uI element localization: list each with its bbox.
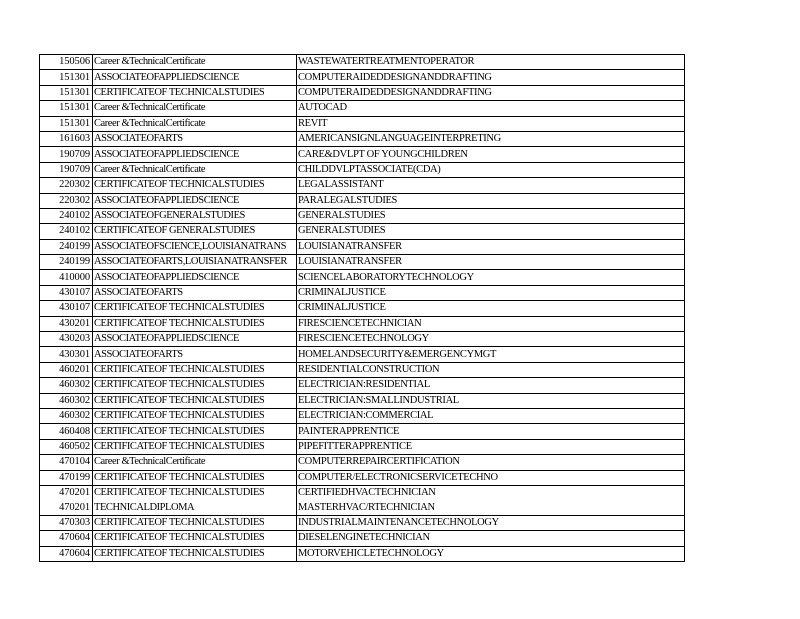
program-name-cell: ELECTRICIAN:SMALLINDUSTRIAL: [297, 393, 685, 408]
table-row: [40, 470, 685, 485]
program-name-cell: SCIENCELABORATORYTECHNOLOGY: [297, 270, 685, 285]
award-type-cell: ASSOCIATEOFAPPLIEDSCIENCE: [93, 332, 297, 347]
award-type-cell: CERTIFICATEOF TECHNICALSTUDIES: [93, 485, 297, 500]
cip-code-cell: 151301: [40, 85, 93, 100]
table-row: [40, 332, 685, 347]
award-type-cell: ASSOCIATEOFAPPLIEDSCIENCE: [93, 147, 297, 162]
program-name-cell: CARE&DVLPT OF YOUNGCHILDREN: [297, 147, 685, 162]
cip-code-cell: 430201: [40, 316, 93, 331]
table-row: [40, 362, 685, 377]
award-type-cell: Career &TechnicalCertificate: [93, 101, 297, 116]
table-row: [40, 408, 685, 423]
table-row: [40, 85, 685, 100]
cip-code-cell: 470303: [40, 515, 93, 530]
cip-code-cell: 240199: [40, 255, 93, 270]
table-row: [40, 285, 685, 300]
cip-code-cell: 430107: [40, 285, 93, 300]
award-type-cell: ASSOCIATEOFAPPLIEDSCIENCE: [93, 270, 297, 285]
cip-code-cell: 470104: [40, 455, 93, 470]
cip-code-cell: 470604: [40, 546, 93, 561]
program-table: [39, 54, 685, 562]
cip-code-cell: 430301: [40, 347, 93, 362]
cip-code-cell: 460502: [40, 439, 93, 454]
award-type-cell: CERTIFICATEOF TECHNICALSTUDIES: [93, 362, 297, 377]
award-type-cell: Career &TechnicalCertificate: [93, 162, 297, 177]
award-type-cell: ASSOCIATEOFARTS: [93, 131, 297, 146]
award-type-cell: CERTIFICATEOF TECHNICALSTUDIES: [93, 515, 297, 530]
cip-code-cell: 470604: [40, 531, 93, 546]
program-name-cell: COMPUTERAIDEDDESIGNANDDRAFTING: [297, 85, 685, 100]
award-type-cell: CERTIFICATEOF TECHNICALSTUDIES: [93, 408, 297, 423]
table-row: [40, 239, 685, 254]
cip-code-cell: 190709: [40, 162, 93, 177]
table-row: [40, 55, 685, 70]
award-type-cell: CERTIFICATEOF TECHNICALSTUDIES: [93, 424, 297, 439]
award-type-cell: CERTIFICATEOF TECHNICALSTUDIES: [93, 378, 297, 393]
award-type-cell: ASSOCIATEOFARTS: [93, 285, 297, 300]
table-row: [40, 270, 685, 285]
cip-code-cell: 470201: [40, 485, 93, 500]
table-row: [40, 131, 685, 146]
table-row: [40, 424, 685, 439]
program-name-cell: DIESELENGINETECHNICIAN: [297, 531, 685, 546]
program-name-cell: COMPUTER/ELECTRONICSERVICETECHNO: [297, 470, 685, 485]
table-row: [40, 515, 685, 530]
table-row: [40, 393, 685, 408]
table-row: [40, 439, 685, 454]
award-type-cell: CERTIFICATEOF GENERALSTUDIES: [93, 224, 297, 239]
award-type-cell: CERTIFICATEOF TECHNICALSTUDIES: [93, 439, 297, 454]
award-type-cell: CERTIFICATEOF TECHNICALSTUDIES: [93, 301, 297, 316]
cip-code-cell: 460201: [40, 362, 93, 377]
cip-code-cell: 240102: [40, 208, 93, 223]
program-name-cell: COMPUTERREPAIRCERTIFICATION: [297, 455, 685, 470]
award-type-cell: TECHNICALDIPLOMA: [93, 500, 297, 515]
program-name-cell: MASTERHVAC/RTECHNICIAN: [297, 500, 685, 515]
cip-code-cell: 410000: [40, 270, 93, 285]
table-row: [40, 178, 685, 193]
table-row: [40, 531, 685, 546]
table-row: [40, 546, 685, 561]
program-table-body: [40, 55, 685, 562]
program-name-cell: CHILDDVLPTASSOCIATE(CDA): [297, 162, 685, 177]
award-type-cell: CERTIFICATEOF TECHNICALSTUDIES: [93, 85, 297, 100]
program-name-cell: PARALEGALSTUDIES: [297, 193, 685, 208]
award-type-cell: ASSOCIATEOFAPPLIEDSCIENCE: [93, 193, 297, 208]
award-type-cell: ASSOCIATEOFSCIENCE,LOUISIANATRANS: [93, 239, 297, 254]
cip-code-cell: 460302: [40, 378, 93, 393]
award-type-cell: ASSOCIATEOFAPPLIEDSCIENCE: [93, 70, 297, 85]
cip-code-cell: 190709: [40, 147, 93, 162]
program-name-cell: LOUISIANATRANSFER: [297, 255, 685, 270]
program-name-cell: RESIDENTIALCONSTRUCTION: [297, 362, 685, 377]
table-row: [40, 301, 685, 316]
cip-code-cell: 151301: [40, 116, 93, 131]
table-row: [40, 500, 685, 515]
cip-code-cell: 240102: [40, 224, 93, 239]
program-name-cell: FIRESCIENCETECHNICIAN: [297, 316, 685, 331]
award-type-cell: CERTIFICATEOF TECHNICALSTUDIES: [93, 316, 297, 331]
award-type-cell: Career &TechnicalCertificate: [93, 116, 297, 131]
table-row: [40, 316, 685, 331]
program-name-cell: LOUISIANATRANSFER: [297, 239, 685, 254]
cip-code-cell: 151301: [40, 70, 93, 85]
table-row: [40, 193, 685, 208]
program-name-cell: COMPUTERAIDEDDESIGNANDDRAFTING: [297, 70, 685, 85]
award-type-cell: ASSOCIATEOFGENERALSTUDIES: [93, 208, 297, 223]
program-name-cell: REVIT: [297, 116, 685, 131]
program-name-cell: AUTOCAD: [297, 101, 685, 116]
cip-code-cell: 430203: [40, 332, 93, 347]
table-row: [40, 224, 685, 239]
award-type-cell: CERTIFICATEOF TECHNICALSTUDIES: [93, 393, 297, 408]
award-type-cell: ASSOCIATEOFARTS,LOUISIANATRANSFER: [93, 255, 297, 270]
table-row: [40, 162, 685, 177]
cip-code-cell: 430107: [40, 301, 93, 316]
program-table-sheet: [39, 54, 685, 562]
cip-code-cell: 220302: [40, 178, 93, 193]
award-type-cell: CERTIFICATEOF TECHNICALSTUDIES: [93, 178, 297, 193]
program-name-cell: AMERICANSIGNLANGUAGEINTERPRETING: [297, 131, 685, 146]
program-name-cell: WASTEWATERTREATMENTOPERATOR: [297, 55, 685, 70]
cip-code-cell: 220302: [40, 193, 93, 208]
cip-code-cell: 460408: [40, 424, 93, 439]
table-row: [40, 101, 685, 116]
program-name-cell: HOMELANDSECURITY&EMERGENCYMGT: [297, 347, 685, 362]
table-row: [40, 347, 685, 362]
cip-code-cell: 150506: [40, 55, 93, 70]
cip-code-cell: 470201: [40, 500, 93, 515]
award-type-cell: Career &TechnicalCertificate: [93, 55, 297, 70]
table-row: [40, 485, 685, 500]
table-row: [40, 116, 685, 131]
program-name-cell: GENERALSTUDIES: [297, 208, 685, 223]
table-row: [40, 70, 685, 85]
table-row: [40, 147, 685, 162]
program-name-cell: LEGALASSISTANT: [297, 178, 685, 193]
program-name-cell: INDUSTRIALMAINTENANCETECHNOLOGY: [297, 515, 685, 530]
program-name-cell: ELECTRICIAN:RESIDENTIAL: [297, 378, 685, 393]
award-type-cell: ASSOCIATEOFARTS: [93, 347, 297, 362]
table-row: [40, 455, 685, 470]
program-name-cell: CERTIFIEDHVACTECHNICIAN: [297, 485, 685, 500]
program-name-cell: PIPEFITTERAPPRENTICE: [297, 439, 685, 454]
cip-code-cell: 460302: [40, 408, 93, 423]
table-row: [40, 255, 685, 270]
cip-code-cell: 470199: [40, 470, 93, 485]
table-row: [40, 378, 685, 393]
award-type-cell: CERTIFICATEOF TECHNICALSTUDIES: [93, 470, 297, 485]
program-name-cell: GENERALSTUDIES: [297, 224, 685, 239]
program-name-cell: ELECTRICIAN:COMMERCIAL: [297, 408, 685, 423]
cip-code-cell: 151301: [40, 101, 93, 116]
program-name-cell: CRIMINALJUSTICE: [297, 285, 685, 300]
cip-code-cell: 460302: [40, 393, 93, 408]
award-type-cell: Career &TechnicalCertificate: [93, 455, 297, 470]
program-name-cell: CRIMINALJUSTICE: [297, 301, 685, 316]
program-name-cell: MOTORVEHICLETECHNOLOGY: [297, 546, 685, 561]
award-type-cell: CERTIFICATEOF TECHNICALSTUDIES: [93, 531, 297, 546]
cip-code-cell: 240199: [40, 239, 93, 254]
table-row: [40, 208, 685, 223]
award-type-cell: CERTIFICATEOF TECHNICALSTUDIES: [93, 546, 297, 561]
program-name-cell: PAINTERAPPRENTICE: [297, 424, 685, 439]
program-name-cell: FIRESCIENCETECHNOLOGY: [297, 332, 685, 347]
cip-code-cell: 161603: [40, 131, 93, 146]
